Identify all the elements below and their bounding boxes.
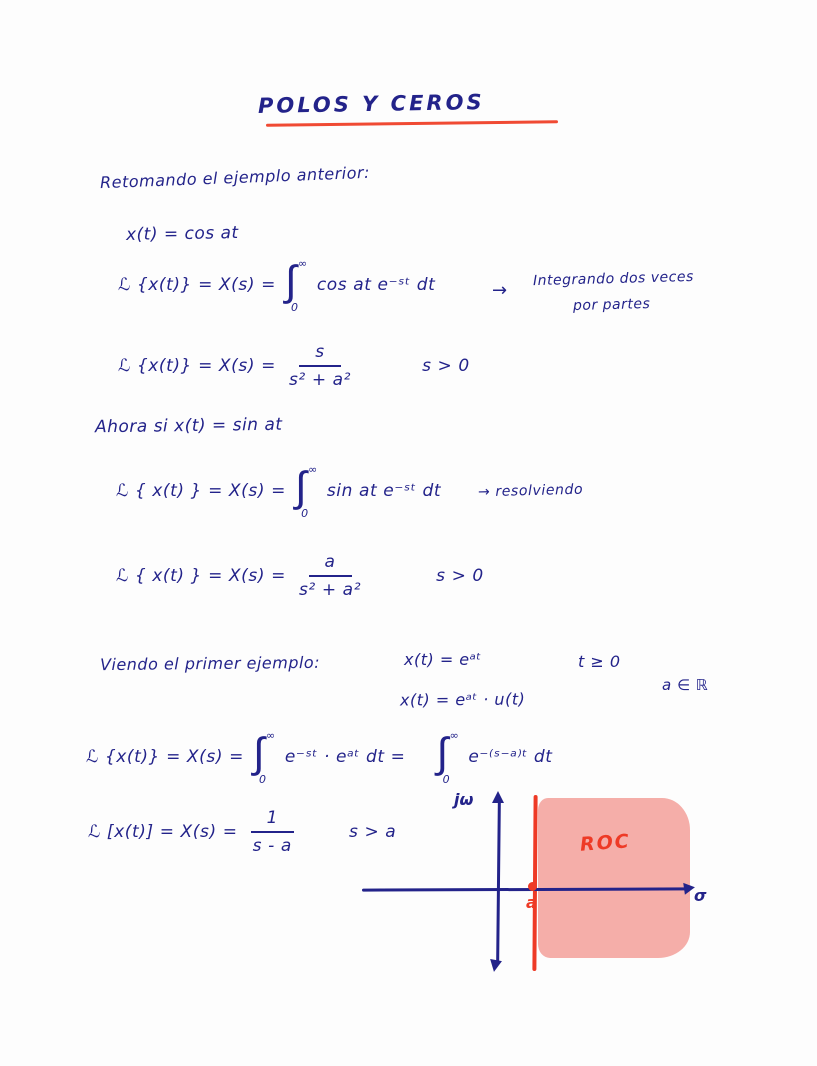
note-resolviendo: → resolviendo xyxy=(477,481,584,501)
eq-cos-result xyxy=(118,342,470,390)
integral-lower-limit: 0 xyxy=(301,507,309,520)
integral-symbol: ∫ xyxy=(436,728,449,777)
eq-exp-result-lhs: ℒ [x(t)] = X(s) = xyxy=(88,822,238,842)
eq-exp-transform-lhs: ℒ {x(t)} = X(s) = xyxy=(86,747,244,767)
integral-lower-limit: 0 xyxy=(291,301,299,314)
eq-cos-integrand: cos at e⁻ˢᵗ dt xyxy=(316,275,436,295)
integral-symbol: ∫ xyxy=(284,256,298,305)
integral-upper-limit: ∞ xyxy=(266,729,276,742)
fraction xyxy=(299,552,361,600)
line-primer-ejemplo: Viendo el primer ejemplo: xyxy=(99,652,321,675)
sigma-axis-label: σ xyxy=(694,886,707,905)
arrow-icon: → xyxy=(492,280,508,301)
integral-limits xyxy=(291,257,308,314)
fraction-denominator: s² + a² xyxy=(298,580,362,600)
integral-symbol: ∫ xyxy=(294,462,308,511)
integral-upper-limit: ∞ xyxy=(449,729,460,742)
eq-cos-result-lhs: ℒ {x(t)} = X(s) = xyxy=(118,356,276,376)
roc-label: ROC xyxy=(579,830,632,856)
fraction-numerator: s xyxy=(299,342,340,367)
jw-axis-arrow-up-icon xyxy=(492,791,504,803)
intro-line: Retomando el ejemplo anterior: xyxy=(99,162,371,193)
roc-shaded-region xyxy=(538,798,690,958)
eq-exp-integrand-1: e⁻ˢᵗ · eᵃᵗ dt = xyxy=(284,747,406,767)
eq-sin-result xyxy=(116,552,484,600)
eq-cos-transform-lhs: ℒ {x(t)} = X(s) = xyxy=(118,275,276,295)
title-underline xyxy=(266,120,558,127)
page-title: POLOS Y CEROS xyxy=(257,90,485,118)
jw-axis xyxy=(496,800,501,964)
eq-cos-result-condition: s > 0 xyxy=(422,356,470,376)
pole-dot-icon xyxy=(528,882,537,891)
fraction-numerator: 1 xyxy=(251,808,294,833)
eq-exp-definition: x(t) = eᵃᵗ xyxy=(404,650,482,669)
fraction xyxy=(251,808,294,856)
eq-sin-integrand: sin at e⁻ˢᵗ dt xyxy=(326,481,442,501)
eq-cos-transform xyxy=(118,256,436,314)
eq-exp-integrand-2: e⁻⁽ˢ⁻ᵃ⁾ᵗ dt xyxy=(468,747,553,767)
integral-icon xyxy=(284,256,308,314)
eq-exp-condition: t ≥ 0 xyxy=(578,652,621,671)
integral-icon xyxy=(252,728,276,786)
integral-icon xyxy=(294,462,318,520)
integral-limits xyxy=(301,463,318,520)
eq-sin-transform-lhs: ℒ { x(t) } = X(s) = xyxy=(116,481,286,501)
note-integrando-line2: por partes xyxy=(572,295,651,315)
integral-lower-limit: 0 xyxy=(259,773,267,786)
note-integrando-line1: Integrando dos veces xyxy=(532,268,694,290)
fraction-denominator: s² + a² xyxy=(288,370,352,390)
eq-sin-transform xyxy=(116,462,584,520)
line-ahora: Ahora si x(t) = sin at xyxy=(94,414,283,438)
integral-upper-limit: ∞ xyxy=(298,257,308,270)
integral-limits xyxy=(259,729,276,786)
fraction xyxy=(289,342,351,390)
integral-symbol: ∫ xyxy=(252,728,266,777)
s-plane-diagram xyxy=(350,768,740,1018)
integral-upper-limit: ∞ xyxy=(308,463,318,476)
integral-lower-limit: 0 xyxy=(442,773,451,786)
fraction-numerator: a xyxy=(309,552,352,577)
eq-sin-result-condition: s > 0 xyxy=(436,566,484,586)
eq-exp-result-condition: s > a xyxy=(349,822,397,842)
eq-cos-definition: x(t) = cos at xyxy=(125,223,239,245)
fraction-denominator: s - a xyxy=(252,836,292,856)
jw-axis-arrow-down-icon xyxy=(488,959,502,973)
eq-exp-with-step: x(t) = eᵃᵗ · u(t) xyxy=(399,689,526,710)
eq-sin-result-lhs: ℒ { x(t) } = X(s) = xyxy=(116,566,286,586)
note-a-in-r: a ∈ ℝ xyxy=(662,676,709,694)
jw-axis-label: jω xyxy=(454,790,474,809)
pole-label: a xyxy=(526,893,537,912)
